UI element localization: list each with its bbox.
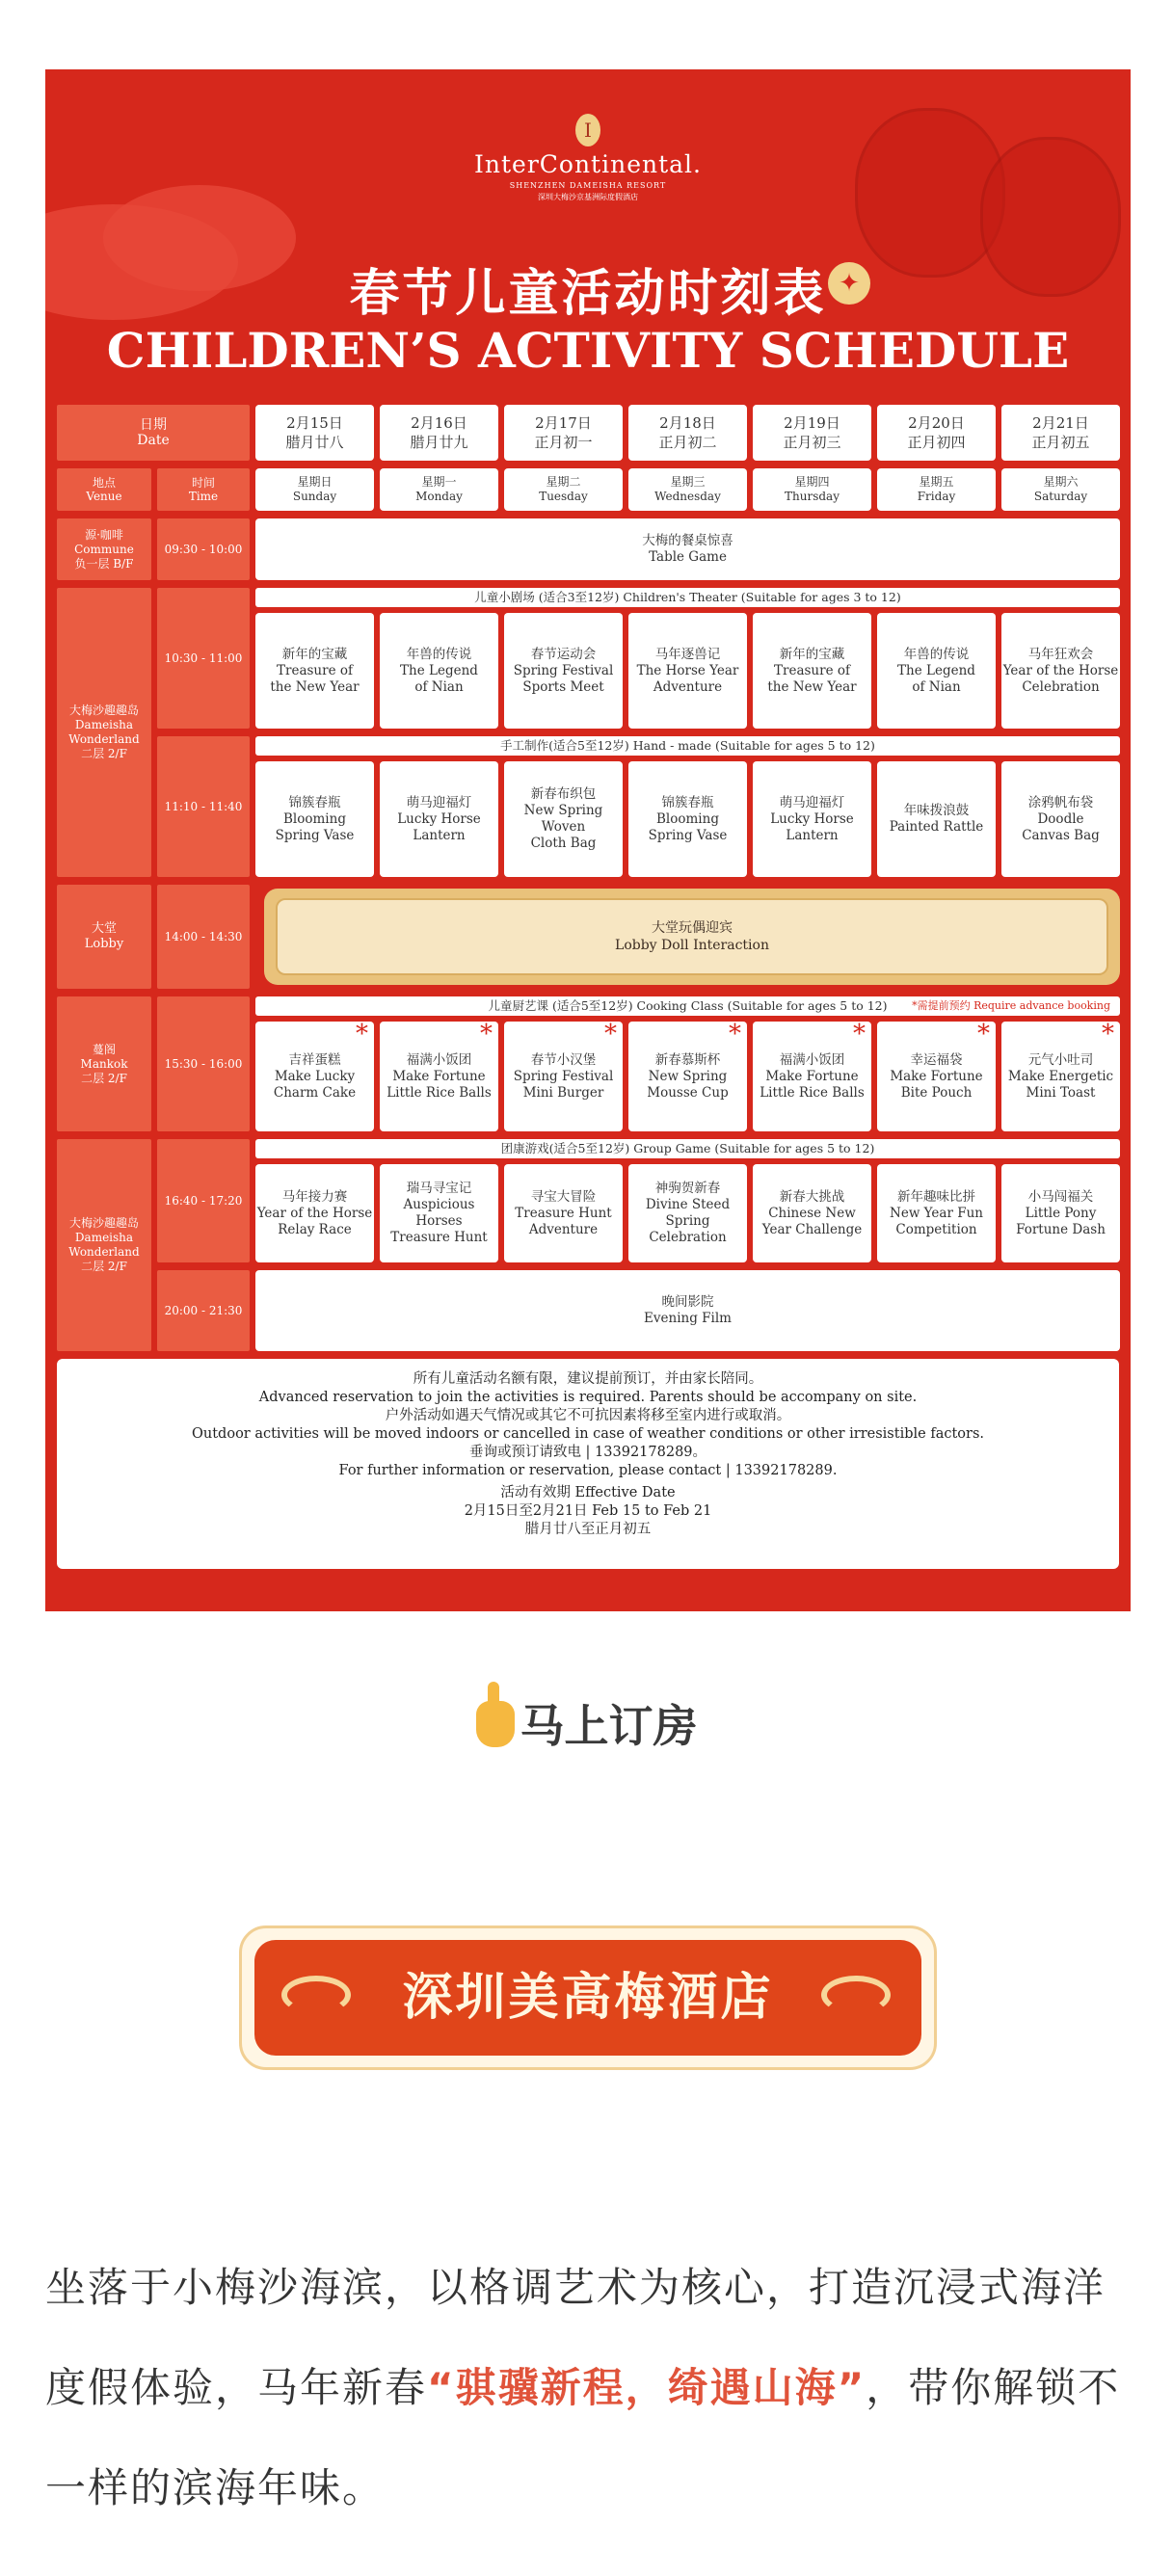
activity-line: 锦簇春瓶 [288,794,341,810]
header-date-en: Date [137,433,170,448]
activity-line: The Legend [897,662,975,678]
venue-line: 二层 2/F [81,1071,127,1085]
day-date: 2月15日 [286,414,343,432]
theater-activity [504,613,623,729]
day-week-en: Thursday [785,490,840,503]
group-game-activity [628,1164,747,1262]
day-lunar: 腊月廿九 [410,434,468,451]
asterisk-icon: * [853,1020,866,1049]
day-date: 2月18日 [659,414,716,432]
venue-line: 负一层 B/F [74,556,134,571]
banner-group: 团康游戏(适合5至12岁) Group Game (Suitable for ages 5 to 12) [255,1139,1120,1158]
day-date: 2月20日 [908,414,965,432]
activity-line: Blooming [656,810,719,827]
paragraph-highlight: “骐骥新程，绮遇山海” [427,2364,866,2411]
activity-line: Cloth Bag [530,836,597,851]
paragraph-text: 坐落于小梅沙海滨，以格调艺术为核心，打造沉浸式海洋度假体验，马年新春 [45,2264,1106,2411]
activity-line: Spring [665,1213,710,1229]
intro-paragraph [45,2238,1131,2538]
activity-line: 马年狂欢会 [1027,646,1094,662]
activity-en: Lobby Doll Interaction [615,938,769,953]
group-game-activity [877,1164,996,1262]
activity-line: 年兽的传说 [406,646,472,662]
activity-line: 福满小饭团 [779,1051,845,1068]
handmade-activity [628,761,747,877]
group-game-activity [380,1164,498,1262]
activity-line: 新年的宝藏 [779,646,845,662]
day-lunar: 正月初一 [534,434,593,451]
venue-line: Wonderland [68,732,140,746]
day-date: 2月17日 [535,414,592,432]
day-week-cell [504,468,623,511]
day-date: 2月19日 [784,414,840,432]
activity-line: Charm Cake [273,1084,357,1101]
activity-line: Treasure Hunt [390,1230,488,1245]
handmade-activity [255,761,374,877]
activity-en: Evening Film [644,1311,732,1326]
header-date-cn: 日期 [140,417,167,433]
activity-line: Little Rice Balls [760,1084,865,1101]
venue-line: Dameisha [74,1231,134,1244]
notice-line: 2月15日至2月21日 Feb 15 to Feb 21 [464,1503,712,1519]
cooking-activity [380,1022,498,1131]
activity-line: Lucky Horse [397,810,481,827]
header-venue-cn: 地点 [92,476,116,490]
day-week-cell [255,468,374,511]
activity-line: 福满小饭团 [406,1051,472,1068]
header-time-en: Time [188,490,219,503]
activity-line: the New Year [270,678,360,695]
day-week-en: Saturday [1033,490,1088,503]
group-game-activity [1001,1164,1120,1262]
header-venue-en: Venue [86,490,122,503]
activity-line: Adventure [653,678,723,695]
activity-line: 新年的宝藏 [281,646,348,662]
activity-line: Competition [895,1221,977,1237]
activity-line: Treasure of [774,662,850,678]
activity-line: Year of the Horse [256,1205,373,1221]
activity-line: 元气小吐司 [1027,1051,1094,1068]
activity-line: Spring Vase [648,827,728,843]
venue-line: 大梅沙趣趣岛 [68,1216,139,1230]
activity-line: Make Fortune [765,1068,859,1084]
logo-sub-en: SHENZHEN DAMEISHA RESORT [509,181,667,190]
logo-sub-cn: 深圳大梅沙京基洲际度假酒店 [538,193,638,201]
handmade-activity [1001,761,1120,877]
handmade-activity [504,761,623,877]
venue-wonderland [57,588,151,877]
cooking-activity [877,1022,996,1131]
pointing-hand-icon [476,1701,515,1747]
venue-line: 大堂 [91,921,117,936]
group-game-activity [504,1164,623,1262]
activity-line: Painted Rattle [889,819,984,835]
activity-line: Spring Vase [275,827,355,843]
activity-line: Celebration [1022,678,1100,695]
header-venue [57,468,151,511]
activity-line: The Legend [400,662,478,678]
asterisk-icon: * [977,1020,990,1049]
day-date: 2月16日 [411,414,467,432]
theater-activity [628,613,747,729]
notice-line: 垂询或预订请致电 | 13392178289。 [468,1445,707,1460]
activity-line: Mini Toast [1026,1084,1096,1101]
title-en: CHILDREN’S ACTIVITY SCHEDULE [106,322,1070,379]
activity-line: Treasure Hunt [515,1205,612,1221]
header-date [57,405,250,461]
activity-line: 新春大挑战 [779,1188,845,1205]
group-game-activity [255,1164,374,1262]
day-week-cn: 星期二 [546,475,581,489]
star-icon: ✦ [828,262,870,305]
venue-line: Mankok [80,1056,128,1071]
activity-line: 吉祥蛋糕 [288,1051,341,1068]
lobby-doll-cell [276,898,1108,975]
time-slot: 09:30 - 10:00 [157,518,250,580]
venue-line: Wonderland [68,1245,140,1259]
day-date-cell [628,405,747,461]
venue-line: Commune [74,542,134,556]
asterisk-icon: * [1102,1020,1114,1049]
day-date: 2月21日 [1032,414,1089,432]
day-week-en: Sunday [292,490,337,503]
activity-line: 春节小汉堡 [530,1051,597,1068]
activity-line: Spring Festival [513,1068,614,1084]
banner-theater: 儿童小剧场 (适合3至12岁) Children's Theater (Suitable for ages 3 to 12) [255,588,1120,607]
activity-line: New Spring [523,803,603,818]
theater-activity [255,613,374,729]
activity-line: 小马闯福关 [1027,1188,1094,1205]
day-lunar: 正月初三 [783,434,841,451]
day-week-en: Monday [415,490,463,503]
asterisk-icon: * [480,1020,493,1049]
activity-line: 瑞马寻宝记 [406,1181,472,1196]
day-week-en: Tuesday [539,490,588,503]
handmade-activity [877,761,996,877]
day-week-cn: 星期日 [297,475,333,489]
book-now-link[interactable] [0,1691,1173,1755]
cooking-activity [628,1022,747,1131]
activity-line: Divine Steed [645,1197,731,1212]
activity-line: Make Energetic [1007,1068,1114,1084]
day-date-cell [1001,405,1120,461]
banner-handmade: 手工制作(适合5至12岁) Hand - made (Suitable for ages 5 to 12) [255,736,1120,756]
activity-line: 新年趣味比拼 [897,1188,975,1205]
activity-cn: 晚间影院 [661,1294,714,1310]
theater-activity [1001,613,1120,729]
day-lunar: 正月初二 [658,434,717,451]
activity-line: Blooming [283,810,346,827]
activity-line: Celebration [649,1230,727,1245]
activity-line: Fortune Dash [1016,1221,1106,1237]
group-game-activity [753,1164,871,1262]
venue-commune [57,518,151,580]
day-week-cell [877,468,996,511]
day-date-cell [380,405,498,461]
notice-line: Advanced reservation to join the activities is required. Parents should be accompany on site. [258,1390,918,1405]
activity-line: Spring Festival [513,662,614,678]
activity-line: Lantern [786,827,839,843]
day-week-en: Friday [917,490,956,503]
activity-line: 锦簇春瓶 [661,794,714,810]
notice-line: 所有儿童活动名额有限，建议提前预订，并由家长陪同。 [413,1371,763,1387]
activity-line: Lucky Horse [770,810,854,827]
activity-line: 年味拨浪鼓 [903,803,970,818]
time-slot: 14:00 - 14:30 [157,885,250,989]
activity-line: Mini Burger [522,1084,604,1101]
notice-line: 腊月廿八至正月初五 [524,1522,652,1537]
table-game-cell [255,518,1120,580]
venue-line: Dameisha [74,718,134,731]
theater-activity [877,613,996,729]
activity-line: Adventure [528,1221,599,1237]
venue-line: 二层 2/F [81,747,127,760]
activity-line: 萌马迎福灯 [406,794,472,810]
activity-line: New Spring [648,1068,728,1084]
cooking-activity [255,1022,374,1131]
book-now-label: 马上订房 [520,1700,698,1752]
activity-line: 幸运福袋 [910,1051,963,1068]
time-slot: 20:00 - 21:30 [157,1270,250,1351]
venue-mankok [57,996,151,1131]
notice-box [57,1359,1119,1569]
cooking-activity [504,1022,623,1131]
theater-activity [380,613,498,729]
activity-line: Sports Meet [522,678,604,695]
day-week-cell [628,468,747,511]
evening-film-cell [255,1270,1120,1351]
activity-line: Chinese New [768,1205,856,1221]
activity-line: Make Lucky [274,1068,356,1084]
activity-line: Little Pony [1025,1205,1097,1221]
activity-line: Little Rice Balls [387,1084,492,1101]
venue-line: 蔓阁 [92,1042,116,1056]
banner-cooking [255,996,1120,1016]
activity-line: 寻宝大冒险 [530,1188,597,1205]
venue-line: Lobby [84,937,124,951]
handmade-activity [753,761,871,877]
activity-line: 涂鸦帆布袋 [1027,794,1094,810]
activity-line: Doodle [1037,810,1084,827]
day-lunar: 腊月廿八 [285,434,344,451]
activity-line: Lantern [413,827,466,843]
activity-line: Year of the Horse [1002,662,1119,678]
day-week-cn: 星期六 [1043,475,1079,489]
activity-line: 马年接力赛 [281,1188,348,1205]
venue-line: 源·咖啡 [85,527,123,542]
day-lunar: 正月初四 [907,434,966,451]
day-date-cell [753,405,871,461]
activity-line: of Nian [414,678,464,695]
header-time-cn: 时间 [191,476,215,490]
cooking-activity [1001,1022,1120,1131]
notice-line: Outdoor activities will be moved indoors or cancelled in case of weather conditions or other irresistible factors. [192,1426,984,1442]
day-week-cn: 星期三 [670,475,706,489]
activity-line: Bite Pouch [900,1084,973,1101]
activity-line: The Horse Year [636,662,739,678]
day-week-cn: 星期一 [421,475,457,489]
venue-wonderland-2 [57,1139,151,1351]
time-slot: 11:10 - 11:40 [157,736,250,877]
day-date-cell [255,405,374,461]
day-week-cn: 星期四 [794,475,830,489]
time-slot: 10:30 - 11:00 [157,588,250,729]
activity-line: Canvas Bag [1022,827,1100,843]
time-slot: 15:30 - 16:00 [157,996,250,1131]
activity-line: Treasure of [277,662,353,678]
activity-line: 春节运动会 [530,646,597,662]
time-slot: 16:40 - 17:20 [157,1139,250,1262]
activity-line: Mousse Cup [647,1084,729,1101]
activity-line: New Year Fun [890,1205,983,1221]
day-week-cell [1001,468,1120,511]
intercontinental-emblem-icon: I [575,114,600,146]
activity-line: 年兽的传说 [903,646,970,662]
activity-cn: 大堂玩偶迎宾 [652,920,733,936]
day-date-cell [877,405,996,461]
hotel-button-label[interactable]: 深圳美高梅酒店 [402,1969,774,2027]
activity-line: Auspicious Horses [403,1197,475,1229]
paragraph-text: ，带你解锁不一样的滨海年味。 [45,2364,1121,2511]
schedule-poster [45,69,1131,1611]
asterisk-icon: * [729,1020,741,1049]
asterisk-icon: * [604,1020,617,1049]
activity-line: Relay Race [278,1221,352,1237]
theater-activity [753,613,871,729]
activity-line: 神驹贺新春 [654,1181,721,1196]
activity-line: 马年逐兽记 [654,646,721,662]
activity-line: the New Year [767,678,857,695]
logo-brand: InterContinental. [474,150,702,178]
day-lunar: 正月初五 [1031,434,1090,451]
day-week-en: Wednesday [654,490,721,503]
venue-lobby [57,885,151,989]
activity-line: Woven [541,819,586,835]
notice-line: 户外活动如遇天气情况或其它不可抗因素将移至室内进行或取消。 [385,1408,791,1423]
activity-cn: 大梅的餐桌惊喜 [642,533,733,548]
activity-line: Year Challenge [761,1221,863,1237]
notice-line: For further information or reservation, please contact | 13392178289. [338,1463,838,1478]
activity-en: Table Game [649,549,727,565]
venue-line: 二层 2/F [81,1260,127,1273]
banner-cooking-text: 儿童厨艺课 (适合5至12岁) Cooking Class (Suitable for ages 5 to 12) [488,998,888,1013]
title-cn: 春节儿童活动时刻表 [349,264,827,323]
handmade-activity [380,761,498,877]
day-week-cell [753,468,871,511]
hotel-logo [45,114,1131,202]
asterisk-icon: * [356,1020,368,1049]
activity-line: 萌马迎福灯 [779,794,845,810]
header-time [157,468,250,511]
activity-line: Make Fortune [392,1068,486,1084]
day-week-cell [380,468,498,511]
booking-note: *需提前预约 Require advance booking [912,999,1110,1012]
activity-line: Make Fortune [890,1068,983,1084]
cooking-activity [753,1022,871,1131]
notice-line: 活动有效期 Effective Date [500,1485,676,1500]
venue-line: 大梅沙趣趣岛 [68,704,139,717]
activity-line: 新春慕斯杯 [654,1051,721,1068]
day-week-cn: 星期五 [919,475,954,489]
day-date-cell [504,405,623,461]
activity-line: 新春布织包 [530,786,597,802]
activity-line: of Nian [912,678,961,695]
